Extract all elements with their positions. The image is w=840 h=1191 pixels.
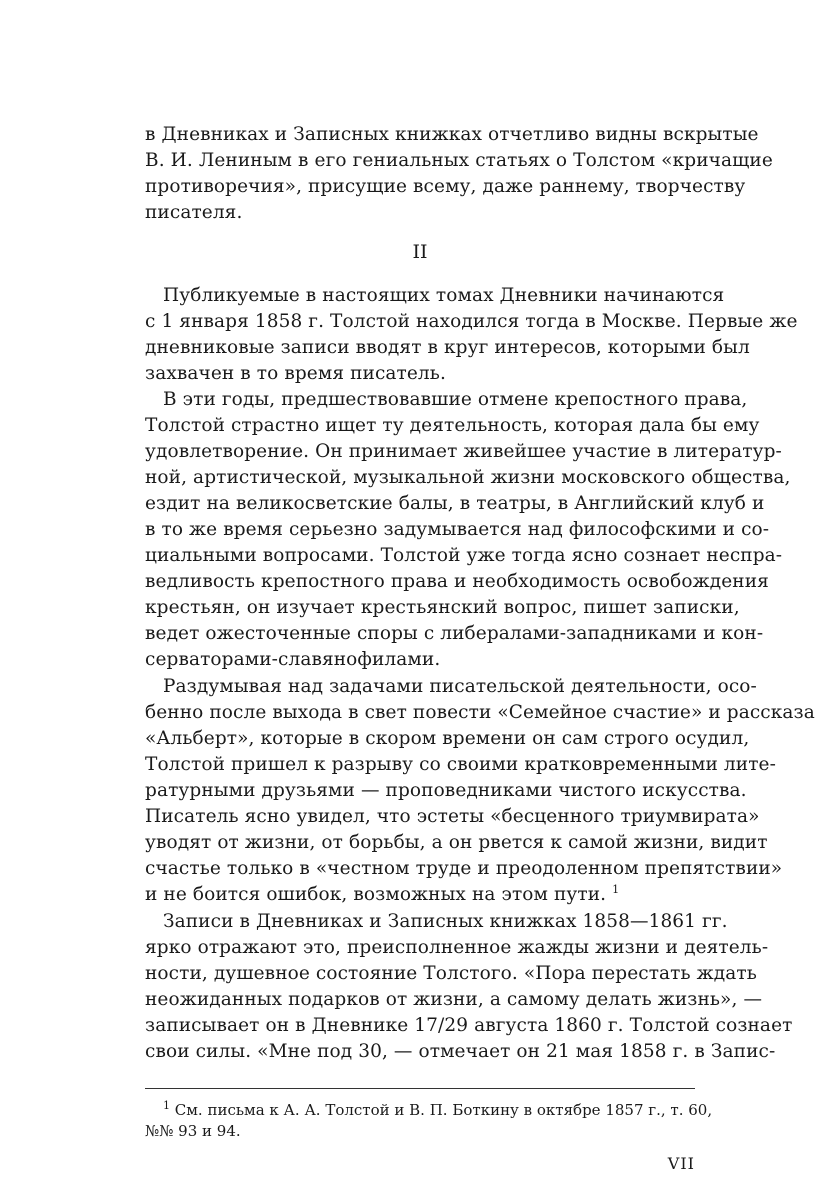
paragraph3-line-3: «Альберт», которые в скором времени он сам строго осудил,: [145, 728, 750, 749]
paragraph3-line-9: [145, 882, 695, 908]
paragraph2-line-8: ведливость крепостного права и необходимость освобождения: [145, 571, 769, 592]
paragraph2-line-9: крестьян, он изучает крестьянский вопрос, пишет записки,: [145, 597, 740, 618]
paragraph1-line-2: с 1 января 1858 г. Толстой находился тогда в Москве. Первые же: [145, 311, 798, 332]
paragraph3-line-5: ратурными друзьями — проповедниками чистого искусства.: [145, 780, 747, 801]
paragraph2-line-4: ной, артистической, музыкальной жизни московского общества,: [145, 467, 791, 488]
paragraph4-line-1: Записи в Дневниках и Записных книжках 1858—1861 гг.: [163, 911, 728, 932]
intro-line-4: писателя.: [145, 202, 243, 223]
page-number: VII: [667, 1154, 695, 1173]
paragraph3-line-4: Толстой пришел к разрыву со своими кратковременными лите-: [145, 754, 776, 775]
paragraph3-line-2: бенно после выхода в свет повести «Семейное счастие» и рассказа: [145, 702, 815, 723]
paragraph2-line-11: серваторами-славянофилами.: [145, 649, 441, 670]
footnote-reference: 1: [612, 882, 620, 896]
paragraph2-line-5: ездит на великосветские балы, в театры, в Английский клуб и: [145, 493, 765, 514]
paragraph3-line-1: Раздумывая над задачами писательской деятельности, осо-: [163, 676, 757, 697]
paragraph4-line-5: записывает он в Дневнике 17/29 августа 1860 г. Толстой сознает: [145, 1015, 793, 1036]
paragraph2-line-6: в то же время серьезно задумывается над философскими и со-: [145, 519, 770, 540]
paragraph3-line-8: счастье только в «честном труде и преодоленном препятствии»: [145, 858, 783, 879]
footnote-line-1: [145, 1099, 713, 1121]
paragraph2-line-10: ведет ожесточенные споры с либералами-западниками и кон-: [145, 623, 764, 644]
paragraph4-line-4: неожиданных подарков от жизни, а самому делать жизнь», —: [145, 989, 763, 1010]
paragraph1-line-4: захвачен в то время писатель.: [145, 363, 446, 384]
footnote-text-1: См. письма к А. А. Толстой и В. П. Боткину в октябре 1857 г., т. 60,: [174, 1101, 713, 1119]
page: [145, 0, 815, 1191]
paragraph3-line-7: уводят от жизни, от борьбы, а он рвется к самой жизни, видит: [145, 832, 768, 853]
footnote-divider: [145, 1088, 695, 1089]
intro-line-2: В. И. Лениным в его гениальных статьях о Толстом «кричащие: [145, 150, 773, 171]
paragraph2-line-1: В эти годы, предшествовавшие отмене крепостного права,: [163, 389, 748, 410]
paragraph3-line-6: Писатель ясно увидел, что эстеты «бесценного триумвирата»: [145, 806, 760, 827]
paragraph4-line-6: свои силы. «Мне под 30, — отмечает он 21 мая 1858 г. в Запис-: [145, 1041, 776, 1062]
footnote-line-2: №№ 93 и 94.: [145, 1122, 241, 1140]
paragraph4-line-2: ярко отражают это, преисполненное жажды жизни и деятель-: [145, 937, 769, 958]
paragraph2-line-3: удовлетворение. Он принимает живейшее участие в литератур-: [145, 441, 782, 462]
intro-line-3: противоречия», присущие всему, даже раннему, творчеству: [145, 176, 746, 197]
paragraph2-line-2: Толстой страстно ищет ту деятельность, которая дала бы ему: [145, 415, 760, 436]
section-heading: II: [412, 241, 428, 263]
paragraph1-line-3: дневниковые записи вводят в круг интересов, которыми был: [145, 337, 750, 358]
intro-line-1: в Дневниках и Записных книжках отчетливо видны вскрытые: [145, 124, 759, 145]
paragraph1-line-1: Публикуемые в настоящих томах Дневники начинаются: [163, 285, 725, 306]
paragraph4-line-3: ности, душевное состояние Толстого. «Пора перестать ждать: [145, 963, 757, 984]
paragraph2-line-7: циальными вопросами. Толстой уже тогда ясно сознает неспра-: [145, 545, 783, 566]
footnote-marker: 1: [163, 1099, 170, 1112]
paragraph3-line-9-text: и не боится ошибок, возможных на этом пути.: [145, 884, 607, 905]
